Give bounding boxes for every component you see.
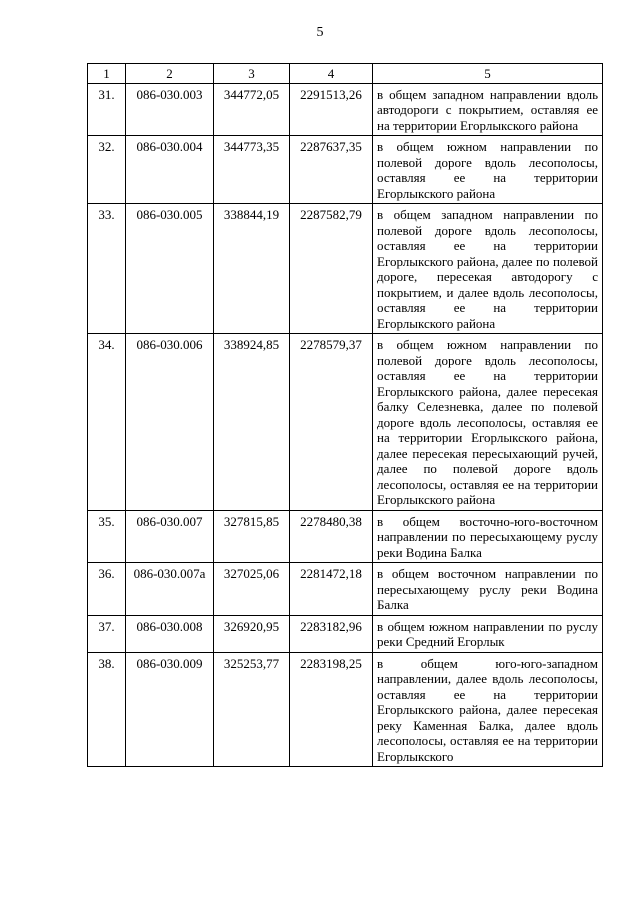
- coord-y: 2278480,38: [290, 510, 373, 563]
- table-row: [88, 615, 603, 652]
- point-id: 086-030.007а: [126, 563, 214, 616]
- header-col-3: 3: [214, 64, 290, 84]
- row-number: 38.: [88, 652, 126, 767]
- table-row: [88, 563, 603, 616]
- header-col-2: 2: [126, 64, 214, 84]
- coord-x: 344773,35: [214, 136, 290, 204]
- row-number: 32.: [88, 136, 126, 204]
- table-row: [88, 334, 603, 511]
- coord-y: 2281472,18: [290, 563, 373, 616]
- segment-description: в общем западном направлении по полевой дороге вдоль лесополосы, оставляя ее на территории Егорлыкского района, далее по полевой дороге, пересекая автодорогу с покрытием, и далее вдоль лесополосы, оставляя ее на территории Егорлыкского района: [373, 204, 603, 334]
- coord-x: 327025,06: [214, 563, 290, 616]
- table-row: [88, 83, 603, 136]
- coord-y: 2283198,25: [290, 652, 373, 767]
- row-number: 35.: [88, 510, 126, 563]
- point-id: 086-030.009: [126, 652, 214, 767]
- coord-y: 2278579,37: [290, 334, 373, 511]
- point-id: 086-030.006: [126, 334, 214, 511]
- point-id: 086-030.003: [126, 83, 214, 136]
- coord-y: 2287637,35: [290, 136, 373, 204]
- row-number: 37.: [88, 615, 126, 652]
- table-header-row: [88, 64, 603, 84]
- boundary-points-table: [87, 63, 603, 767]
- row-number: 33.: [88, 204, 126, 334]
- segment-description: в общем южном направлении по полевой дороге вдоль лесополосы, оставляя ее на территории Егорлыкского района: [373, 136, 603, 204]
- segment-description: в общем южном направлении по полевой дороге вдоль лесополосы, оставляя ее на территории Егорлыкского района, далее пересекая балку Селезневка, далее по полевой дороге вдоль лесополосы, оставляя ее на территории Егорлыкского района, далее пересекая пересыхающий ручей, далее по полевой дороге вдоль лесополосы, оставляя ее на территории Егорлыкского района: [373, 334, 603, 511]
- table-row: [88, 510, 603, 563]
- point-id: 086-030.008: [126, 615, 214, 652]
- coord-x: 338924,85: [214, 334, 290, 511]
- coord-y: 2287582,79: [290, 204, 373, 334]
- row-number: 31.: [88, 83, 126, 136]
- segment-description: в общем южном направлении по руслу реки Средний Егорлык: [373, 615, 603, 652]
- point-id: 086-030.005: [126, 204, 214, 334]
- segment-description: в общем восточном направлении по пересыхающему руслу реки Водина Балка: [373, 563, 603, 616]
- coord-x: 327815,85: [214, 510, 290, 563]
- coord-y: 2283182,96: [290, 615, 373, 652]
- table-row: [88, 204, 603, 334]
- coord-x: 325253,77: [214, 652, 290, 767]
- header-col-4: 4: [290, 64, 373, 84]
- segment-description: в общем восточно-юго-восточном направлении по пересыхающему руслу реки Водина Балка: [373, 510, 603, 563]
- table-row: [88, 652, 603, 767]
- segment-description: в общем западном направлении вдоль автодороги с покрытием, оставляя ее на территории Егорлыкского района: [373, 83, 603, 136]
- header-col-1: 1: [88, 64, 126, 84]
- point-id: 086-030.007: [126, 510, 214, 563]
- coord-x: 338844,19: [214, 204, 290, 334]
- coord-x: 326920,95: [214, 615, 290, 652]
- coord-y: 2291513,26: [290, 83, 373, 136]
- row-number: 36.: [88, 563, 126, 616]
- row-number: 34.: [88, 334, 126, 511]
- point-id: 086-030.004: [126, 136, 214, 204]
- header-col-5: 5: [373, 64, 603, 84]
- coord-x: 344772,05: [214, 83, 290, 136]
- page-number: 5: [316, 25, 324, 40]
- table-row: [88, 136, 603, 204]
- segment-description: в общем юго-юго-западном направлении, далее вдоль лесополосы, оставляя ее на территории Егорлыкского района, далее пересекая реку Каменная Балка, далее вдоль лесополосы, оставляя ее на территории Егорлыкского: [373, 652, 603, 767]
